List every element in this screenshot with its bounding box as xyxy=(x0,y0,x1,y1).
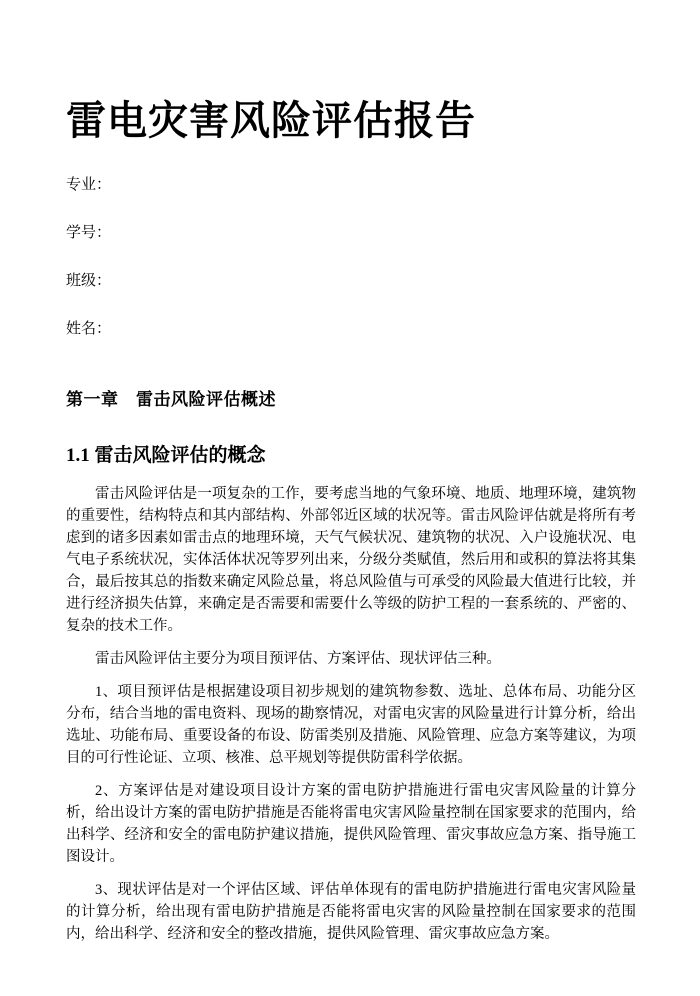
paragraph-status-evaluation: 3、现状评估是对一个评估区域、评估单体现有的雷电防护措施进行雷电灾害风险量的计算分析，给出现有雷电防护措施是否能将雷电灾害的风险量控制在国家要求的范围内，给出科学、经济和安全的整改措施，提供风险管理、雷灾事故应急方案。 xyxy=(66,882,636,942)
meta-fields xyxy=(66,178,636,337)
document-title: 雷电灾害风险评估报告 xyxy=(66,98,476,143)
paragraph-scheme-evaluation: 2、方案评估是对建设项目设计方案的雷电防护措施进行雷电灾害风险量的计算分析，给出设计方案的雷电防护措施是否能将雷电灾害风险量控制在国家要求的范围内，给出科学、经济和安全的雷电防护建议措施，提供风险管理、雷灾事故应急方案、指导施工图设计。 xyxy=(66,783,636,865)
paragraph-types-intro: 雷击风险评估主要分为项目预评估、方案评估、现状评估三种。 xyxy=(95,651,501,667)
body-text xyxy=(66,483,636,945)
field-major-label: 专业： xyxy=(66,177,112,193)
field-student-id-label: 学号： xyxy=(66,225,112,241)
chapter-heading: 第一章 雷击风险评估概述 xyxy=(66,390,276,409)
paragraph-pre-evaluation: 1、项目预评估是根据建设项目初步规划的建筑物参数、选址、总体布局、功能分区分布，结合当地的雷电资料、现场的勘察情况，对雷电灾害的风险量进行计算分析，给出选址、功能布局、重要设备的布设、防雷类别及措施、风险管理、应急方案等建议，为项目的可行性论证、立项、核准、总平规划等提供防雷科学依据。 xyxy=(66,684,636,766)
section-heading: 1.1 雷击风险评估的概念 xyxy=(66,445,266,466)
paragraph-concept: 雷击风险评估是一项复杂的工作，要考虑当地的气象环境、地质、地理环境，建筑物的重要性，结构特点和其内部结构、外部邻近区域的状况等。雷击风险评估就是将所有考虑到的诸多因素如雷击点的地理环境，天气气候状况、建筑物的状况、入户设施状况、电气电子系统状况，实体活体状况等罗列出来，分级分类赋值，然后用和或积的算法将其集合，最后按其总的指数来确定风险总量，将总风险值与可承受的风险最大值进行比较，并进行经济损失估算，来确定是否需要和需要什么等级的防护工程的一套系统的、严密的、复杂的技术工作。 xyxy=(66,486,636,634)
field-class-label: 班级： xyxy=(66,273,112,289)
field-name-label: 姓名： xyxy=(66,321,112,337)
